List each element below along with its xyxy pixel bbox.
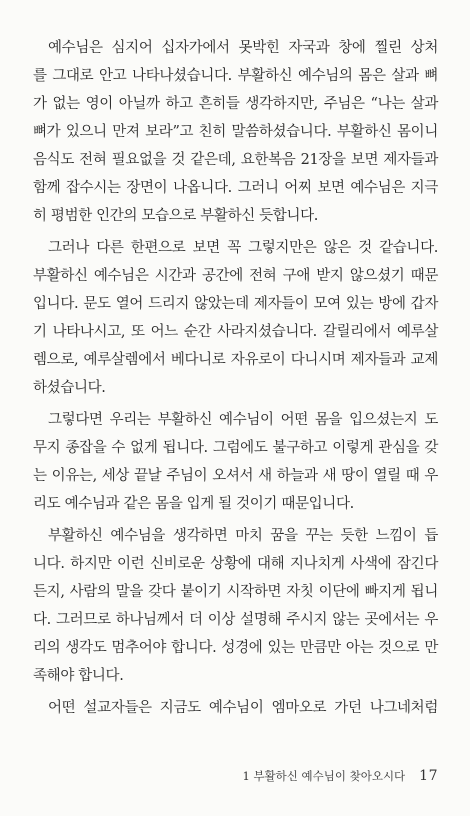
text-line: 그렇다면 우리는 부활하신 예수님이 어떤 몸을 입으셨는지 도: [48, 412, 438, 428]
text-line: 함께 잡수시는 장면이 나옵니다. 그러니 어찌 보면 예수님은 지극: [33, 180, 438, 196]
page-number: 17: [419, 768, 438, 784]
paragraph-3: [33, 406, 438, 518]
text-line: 족해야 합니다.: [33, 668, 124, 684]
paragraph-5: [33, 694, 438, 722]
text-line: 어떤 설교자들은 지금도 예수님이 엠마오로 가던 나그네처럼: [48, 700, 438, 716]
text-line: 리도 예수님과 같은 몸을 입게 될 것이기 때문입니다.: [33, 496, 354, 512]
text-line: 히 평범한 인간의 모습으로 부활하신 듯합니다.: [33, 208, 319, 224]
text-line: 든지, 사람의 말을 갖다 붙이기 시작하면 자칫 이단에 빠지게 됩니: [33, 584, 438, 600]
text-line: 부활하신 예수님은 시간과 공간에 전혀 구애 받지 않으셨기 때문: [33, 268, 438, 284]
text-line: 기 나타나시고, 또 어느 순간 사라지셨습니다. 갈릴리에서 예루살: [33, 324, 438, 340]
text-line: 가 없는 영이 아닐까 하고 흔히들 생각하지만, 주님은 “나는 살과: [33, 96, 438, 112]
text-line: 뼈가 있으니 만져 보라”고 친히 말씀하셨습니다. 부활하신 몸이니: [33, 124, 438, 140]
text-line: 다. 그러므로 하나님께서 더 이상 설명해 주시지 않는 곳에서는 우: [33, 612, 438, 628]
text-line: 렘으로, 예루살렘에서 베다니로 자유로이 다니시며 제자들과 교제: [33, 352, 438, 368]
text-line: 음식도 전혀 필요없을 것 같은데, 요한복음 21장을 보면 제자들과: [33, 152, 438, 168]
running-head: 1 부활하신 예수님이 찾아오시다: [242, 769, 406, 783]
text-line: 는 이유는, 세상 끝날 주님이 오셔서 새 하늘과 새 땅이 열릴 때 우: [33, 468, 438, 484]
paragraph-1: [33, 34, 438, 230]
text-line: 리의 생각도 멈추어야 합니다. 성경에 있는 만큼만 아는 것으로 만: [33, 640, 438, 656]
text-line: 예수님은 심지어 십자가에서 못박힌 자국과 창에 찔린 상처: [48, 40, 438, 56]
body-text: [33, 34, 438, 726]
text-line: 를 그대로 안고 나타나셨습니다. 부활하신 예수님의 몸은 살과 뼈: [33, 68, 438, 84]
paragraph-2: [33, 234, 438, 402]
page-footer: [242, 768, 438, 784]
text-line: 부활하신 예수님을 생각하면 마치 꿈을 꾸는 듯한 느낌이 듭: [48, 528, 438, 544]
paragraph-4: [33, 522, 438, 690]
text-line: 하셨습니다.: [33, 380, 106, 396]
text-line: 무지 종잡을 수 없게 됩니다. 그럼에도 불구하고 이렇게 관심을 갖: [33, 440, 438, 456]
text-line: 입니다. 문도 열어 드리지 않았는데 제자들이 모여 있는 방에 갑자: [33, 296, 438, 312]
text-line: 그러나 다른 한편으로 보면 꼭 그렇지만은 않은 것 같습니다.: [48, 240, 438, 256]
text-line: 니다. 하지만 이런 신비로운 상황에 대해 지나치게 사색에 잠긴다: [33, 556, 438, 572]
